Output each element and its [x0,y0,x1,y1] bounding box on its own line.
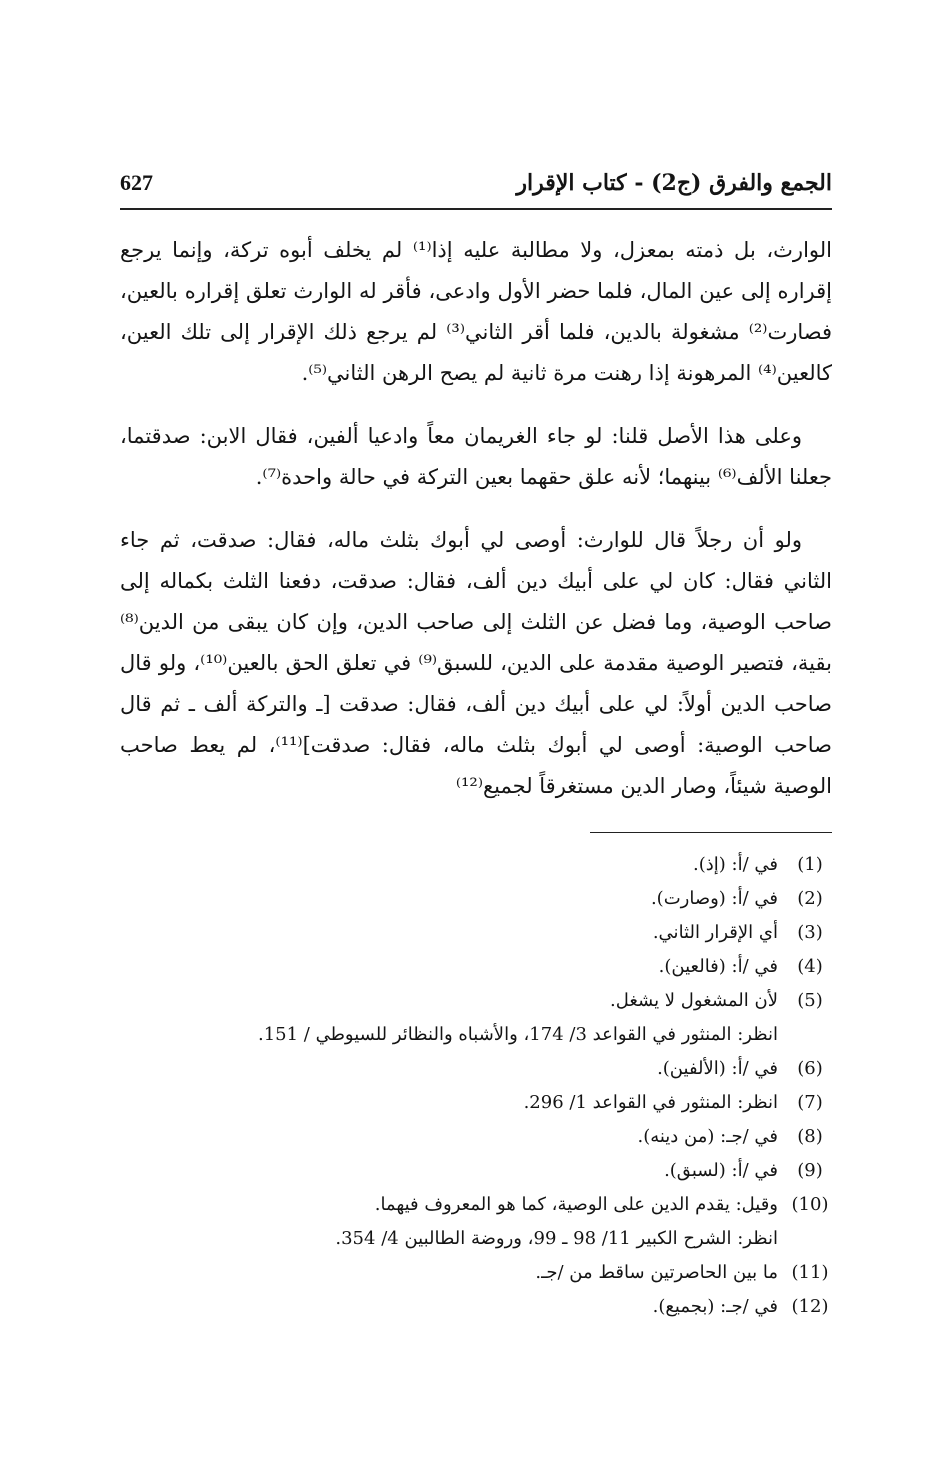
footnote-continuation: انظر: الشرح الكبير 11/ 98 ـ 99، وروضة الطالبين 4/ 354. [335,1228,778,1249]
footnote-text: انظر: المنثور في القواعد 1/ 296. [523,1092,778,1113]
footnote-item [120,916,832,950]
footnote-number: (3) [797,922,823,943]
footnote-number: (10) [791,1194,829,1215]
footnote-text: لأن المشغول لا يشغل. [609,990,778,1011]
footnote-continuation: انظر: المنثور في القواعد 3/ 174، والأشباه والنظائر للسيوطي / 151. [257,1024,778,1045]
footnote-text: في /أ: (لسبق). [664,1160,778,1181]
page-header [120,170,832,210]
footnote-item [120,1086,832,1120]
footnote-text: في /أ: (الألفين). [657,1058,778,1079]
footnote-text: في /أ: (إذ). [693,854,778,875]
footnote-text: في /جـ: (بجميع). [652,1296,778,1317]
footnote-item [120,1256,832,1290]
footnote-number: (11) [791,1262,829,1283]
footnote-item [120,1290,832,1324]
paragraph: وعلى هذا الأصل قلنا: لو جاء الغريمان معاً وادعيا ألفين، فقال الابن: صدقتما، جعلنا الألف⁽⁶⁾ بينهما؛ لأنه علق حقهما بعين التركة في حالة واحدة⁽⁷⁾. [120,424,832,489]
footnote-item [120,882,832,916]
footnote-number: (8) [797,1126,823,1147]
footnote-number: (2) [797,888,823,909]
footnote-text: في /جـ: (من دينه). [637,1126,778,1147]
footnote-text: ما بين الحاصرتين ساقط من /جـ. [535,1262,778,1283]
footnote-separator [590,832,832,833]
footnote-number: (9) [797,1160,823,1181]
footnote-number: (4) [797,956,823,977]
footnote-item [120,1120,832,1154]
footnote-text: في /أ: (وصارت). [650,888,778,909]
footnote-text: أي الإقرار الثاني. [652,922,778,943]
footnote-item [120,950,832,984]
footnote-item [120,1188,832,1222]
footnote-item [120,1154,832,1188]
running-title: الجمع والفرق (ج2) - كتاب الإقرار [516,170,832,196]
footnote-item [120,984,832,1018]
footnote-number: (12) [791,1296,829,1317]
footnote-item [120,848,832,882]
footnote-item [120,1052,832,1086]
page-number: 627 [120,170,153,195]
footnote-text: في /أ: (فالعين). [658,956,778,977]
footnote-number: (5) [797,990,823,1011]
footnote-number: (7) [797,1092,823,1113]
footnote-number: (1) [797,854,823,875]
footnotes [120,848,832,1324]
paragraph: الوارث، بل ذمته بمعزل، ولا مطالبة عليه إذا⁽¹⁾ لم يخلف أبوه تركة، وإنما يرجع إقراره إلى عين المال، فلما حضر الأول وادعى، فأقر له الوارث تعلق إقراره بالعين، فصارت⁽²⁾ مشغولة بالدين، فلما أقر الثاني⁽³⁾ لم يرجع ذلك الإقرار إلى تلك العين، كالعين⁽⁴⁾ المرهونة إذا رهنت مرة ثانية لم يصح الرهن الثاني⁽⁵⁾. [120,238,833,385]
footnote-text: وقيل: يقدم الدين على الوصية، كما هو المعروف فيهما. [374,1194,778,1215]
paragraph: ولو أن رجلاً قال للوارث: أوصى لي أبوك بثلث ماله، فقال: صدقت، ثم جاء الثاني فقال: كان لي على أبيك دين ألف، فقال: صدقت، دفعنا الثلث بكماله إلى صاحب الوصية، وما فضل عن الثلث إلى صاحب الدين، وإن كان يبقى من الدين⁽⁸⁾ بقية، فتصير الوصية مقدمة على الدين، للسبق⁽⁹⁾ في تعلق الحق بالعين⁽¹⁰⁾، ولو قال صاحب الدين أولاً: لي على أبيك دين ألف، فقال: صدقت [ـ والتركة ألف ـ ثم قال صاحب الوصية: أوصى لي أبوك بثلث ماله، فقال: صدقت]⁽¹¹⁾، لم يعط صاحب الوصية شيئاً، وصار الدين مستغرقاً لجميع⁽¹²⁾ [120,528,832,798]
main-text [120,230,832,829]
footnote-number: (6) [797,1058,823,1079]
